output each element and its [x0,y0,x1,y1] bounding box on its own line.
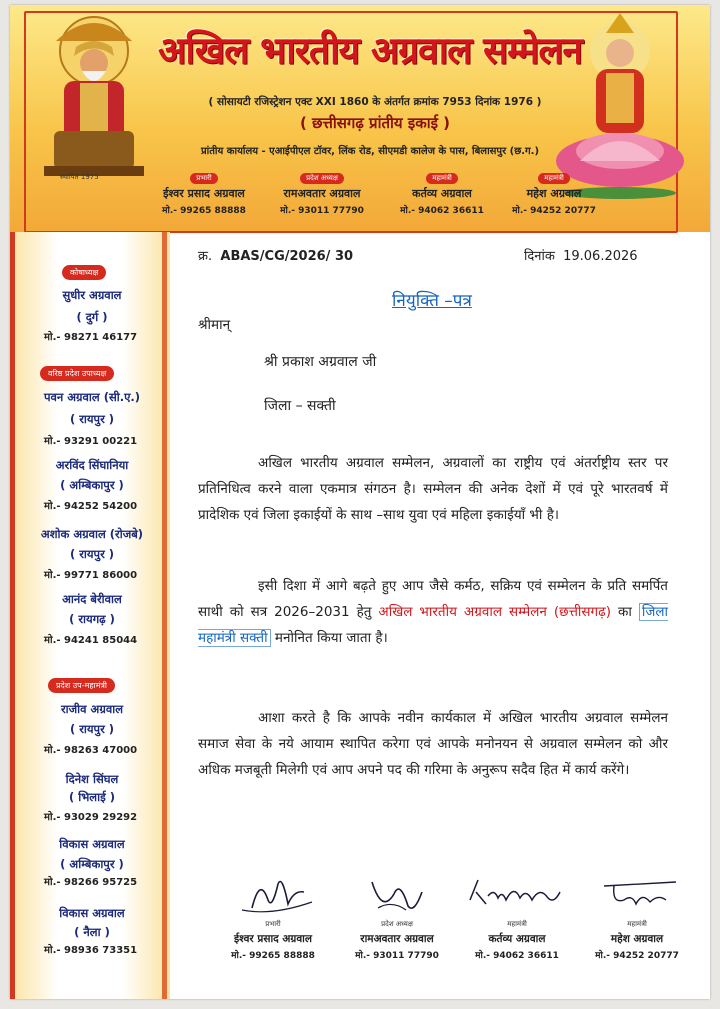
signatory [336,920,458,961]
sidebar-role-badge: प्रदेश उप-महामंत्री [48,678,115,693]
signature-3 [462,870,582,918]
officer-name: कर्तव्य अग्रवाल [412,187,472,200]
member-phone: मो.- 98266 95725 [44,877,138,888]
date-value: 19.06.2026 [563,249,638,264]
officer-phone: मो.- 93011 77790 [280,206,364,216]
maharaja-agrasen-image [34,11,154,181]
sidebar-role-badge: कोषाध्यक्ष [62,265,106,280]
position-highlight: जिला महामंत्री सक्ती [198,604,668,646]
appointment-text: इसी दिशा में आगे बढ़ते हुए आप जैसे कर्मठ, सक्रिय एवं सम्मेलन के प्रति समर्पित साथी को सत्र 2026–2031 हेतु [198,578,668,620]
header-officer [148,165,260,216]
member-phone: मो.- 98936 73351 [44,945,138,956]
signatory-phone: मो.- 94252 20777 [595,951,679,961]
reference-value: ABAS/CG/2026/ 30 [220,249,354,264]
paragraph-appointment [198,573,668,651]
signatory-phone: मो.- 99265 88888 [231,951,315,961]
member-name: विकास अग्रवाल [59,837,125,851]
member-phone: मो.- 94241 85044 [44,635,138,646]
sidebar-border-right [162,232,167,999]
sidebar-border-left [10,232,15,999]
signature-2 [342,870,462,918]
member-phone: मो.- 94252 54200 [44,501,138,512]
reference-prefix: क्र. [198,249,213,264]
signatory [212,920,334,961]
recipient-name: श्री प्रकाश अग्रवाल जी [264,354,377,370]
signatory-role: महामंत्री [507,920,527,928]
appointment-connector: का [611,604,639,620]
member-phone: मो.- 98263 47000 [44,745,138,756]
officer-role: महामंत्री [426,173,458,184]
letterhead [10,5,710,232]
registration-line: ( सोसायटी रजिस्ट्रेशन एक्ट XXI 1860 के अंतर्गत क्रमांक 7953 दिनांक 1976 ) [208,96,542,108]
signatory-role: प्रभारी [265,920,281,928]
member-name: अशोक अग्रवाल (रोजबे) [40,527,144,541]
officer-role: महामंत्री [538,173,570,184]
letter-heading: नियुक्ति –पत्र [392,291,472,311]
member-name: पवन अग्रवाल (सी.ए.) [43,390,141,404]
letter-body [172,232,710,999]
member-city: ( रायपुर ) [69,547,115,561]
signatory-role: महामंत्री [627,920,647,928]
state-unit-line: ( छत्तीसगढ़ प्रांतीय इकाई ) [299,114,451,132]
member-name: विकास अग्रवाल [59,906,125,920]
signature-4 [580,870,700,918]
paragraph-intro: अखिल भारतीय अग्रवाल सम्मेलन, अग्रवालों का राष्ट्रीय एवं अंतर्राष्ट्रीय स्तर पर प्रतिनिधित्व करने वाला एकमात्र संगठन है। सम्मेलन की अनेक देशों में एवं पूरे भारतवर्ष में प्रादेशिक एवं जिला इकाईयों के साथ –साथ युवा एवं महिला इकाईयाँ भी है। [198,455,668,523]
signatory-role: प्रदेश अध्यक्ष [381,920,413,928]
officer-phone: मो.- 94252 20777 [512,206,596,216]
signatory [456,920,578,961]
letter-page [10,5,710,999]
member-city: ( रायगढ़ ) [69,612,115,626]
organization-title: अखिल भारतीय अग्रवाल सम्मेलन [158,28,582,72]
signatory-name: महेश अग्रवाल [610,933,664,945]
paragraph-wishes: आशा करते है कि आपके नवीन कार्यकाल में अखिल भारतीय अग्रवाल सम्मेलन समाज सेवा के नये आयाम स्थापित करेगा एवं आपके मनोनयन से अग्रवाल सम्मेलन को और अधिक मजबूती मिलेगी एवं आप अपने पद की गरिमा के अनुरूप सदैव हित में कार्य करेंगे। [198,710,668,778]
header-officer [266,165,378,216]
signatory-name: रामअवतार अग्रवाल [360,933,434,945]
officer-role: प्रभारी [190,173,217,184]
date-label: दिनांक [524,249,555,264]
member-phone: मो.- 93029 29292 [44,812,138,823]
organization-highlight: अखिल भारतीय अग्रवाल सम्मेलन (छत्तीसगढ़) [378,604,611,620]
member-name: सुधीर अग्रवाल [62,288,122,302]
member-phone: मो.- 99771 86000 [44,570,138,581]
officer-role: प्रदेश अध्यक्ष [300,173,344,184]
signatory-phone: मो.- 93011 77790 [355,951,439,961]
salutation: श्रीमान् [198,317,231,333]
officer-name: महेश अग्रवाल [526,187,582,200]
member-phone: मो.- 98271 46177 [44,332,138,343]
reference-number [198,246,353,264]
member-city: ( भिलाई ) [68,790,115,804]
header-officer [386,165,498,216]
member-name: राजीव अग्रवाल [60,702,124,716]
member-city: ( अम्बिकापुर ) [60,857,124,871]
member-phone: मो.- 93291 00221 [44,436,138,447]
established-year: स्थापित 1975 [60,173,99,181]
officer-name: ईश्वर प्रसाद अग्रवाल [163,187,245,200]
signatory [576,920,698,961]
member-city: ( दुर्ग ) [76,310,108,324]
signature-1 [212,870,332,918]
officer-phone: मो.- 94062 36611 [400,206,484,216]
member-name: अरविंद सिंघानिया [55,458,129,472]
member-city: ( अम्बिकापुर ) [60,478,124,492]
member-name: आनंद बेरीवाल [62,592,122,606]
letter-date [524,246,638,264]
member-city: ( रायपुर ) [69,722,115,736]
signatory-name: कर्तव्य अग्रवाल [488,933,546,945]
member-city: ( रायपुर ) [69,412,115,426]
officer-name: रामअवतार अग्रवाल [283,187,361,200]
office-address: प्रांतीय कार्यालय - एआईपीएल टॉवर, लिंक रोड, सीएमडी कालेज के पास, बिलासपुर (छ.ग.) [200,146,540,157]
signatory-phone: मो.- 94062 36611 [475,951,559,961]
appointment-ending: मनोनित किया जाता है। [270,630,388,646]
header-officer [498,165,610,216]
officer-phone: मो.- 99265 88888 [162,206,246,216]
recipient-district: जिला – सक्ती [264,398,336,414]
member-city: ( नैला ) [74,925,110,939]
sidebar-role-badge: वरिष्ठ प्रदेश उपाध्यक्ष [40,366,114,381]
member-name: दिनेश सिंघल [65,772,119,786]
signatory-name: ईश्वर प्रसाद अग्रवाल [233,933,313,945]
sidebar-members [10,232,170,999]
